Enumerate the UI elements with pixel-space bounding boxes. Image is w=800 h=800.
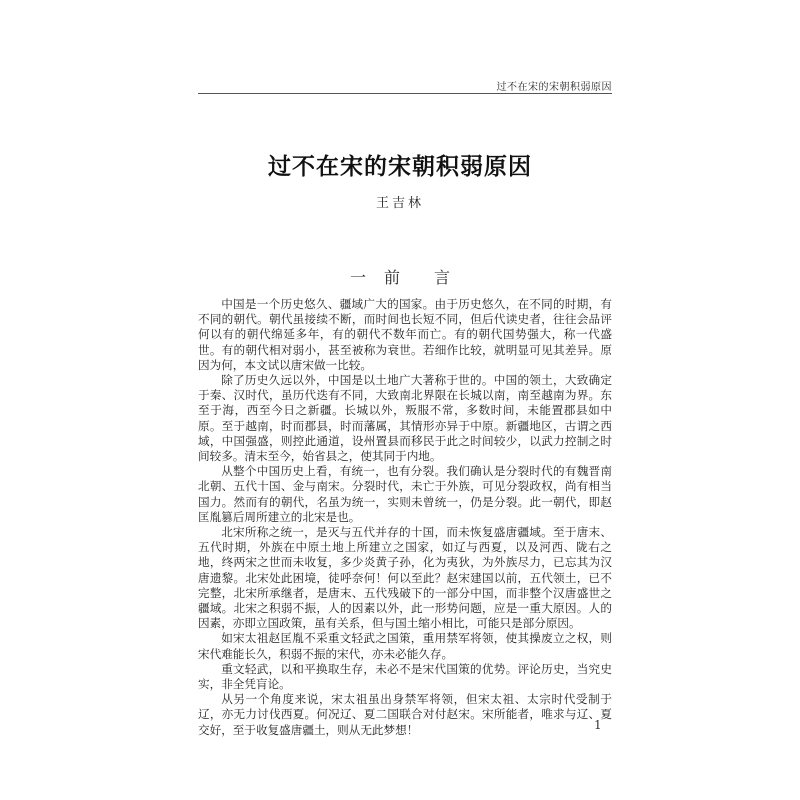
page-number: 1 [594,718,602,732]
section-title-char-2: 言 [434,268,451,287]
paragraph: 从另一个角度来说，宋太祖虽出身禁军将领，但宋太祖、太宗时代受制于辽，亦无力讨伐西夏。何况辽、夏二国联合对付赵宋。宋所能者，唯求与辽、夏交好，至于收复盛唐疆土，则从无此梦想！ [198,692,612,737]
header-rule [198,93,612,94]
paragraph: 如宋太祖赵匡胤不采重文轻武之国策，重用禁军将领，使其操废立之权，则宋代难能长久，积弱不振的宋代，亦未必能久存。 [198,631,612,661]
author-name: 王吉林 [375,196,424,211]
section-number: 一 [349,268,366,287]
article-title: 过不在宋的宋朝积弱原因 [268,153,532,180]
body-text [198,297,612,738]
section-heading [0,265,800,288]
paragraph: 除了历史久远以外，中国是以土地广大著称于世的。中国的领土，大致确定于秦、汉时代，虽历代迭有不同，大致南北界限在长城以南，南至越南为界。东至于海，西至今日之新疆。长城以外，叛服不常，多数时间，未能置郡县如中原。至于越南，时而郡县，时而藩属，其情形亦异于中原。新疆地区，古谓之西域，中国强盛，则控此通道，设州置县而移民于此之时间较少，以武力控制之时间较多。清末至今，始省县之，使其同于内地。 [198,373,612,464]
paragraph: 从整个中国历史上看，有统一，也有分裂。我们确认是分裂时代的有魏晋南北朝、五代十国、金与南宋。分裂时代，未亡于外族，可见分裂政权，尚有相当国力。然而有的朝代，名虽为统一，实则未曾统一，仍是分裂。此一朝代，即赵匡胤篡后周所建立的北宋是也。 [198,464,612,524]
running-header: 过不在宋的宋朝积弱原因 [496,82,612,93]
paragraph: 北宋所称之统一，是灭与五代并存的十国，而未恢复盛唐疆域。至于唐末、五代时期，外族在中原土地上所建立之国家，如辽与西夏，以及河西、陇右之地，终两宋之世而未收复，多少炎黄子孙，化为夷狄，为外族尽力，已忘其为汉唐遗黎。北宋处此困境，徒呼奈何！何以至此？赵宋建国以前，五代领土，已不完整，北宋所承继者，是唐末、五代残破下的一部分中国，而非整个汉唐盛世之疆域。北宋之积弱不振，人的因素以外，此一形势问题，应是一重大原因。人的因素，亦即立国政策，虽有关系，但与国土缩小相比，可能只是部分原因。 [198,525,612,631]
section-title-char-1: 前 [383,268,400,287]
paragraph: 中国是一个历史悠久、疆域广大的国家。由于历史悠久，在不同的时期，有不同的朝代。朝代虽接续不断，而时间也长短不同，但后代读史者，往往会品评何以有的朝代绵延多年，有的朝代不数年而亡。有的朝代国势强大，称一代盛世。有的朝代相对弱小，甚至被称为衰世。若细作比较，就明显可见其差异。原因为何，本文试以唐宋做一比较。 [198,297,612,372]
paragraph: 重文轻武，以和平换取生存，未必不是宋代国策的优势。评论历史，当究史实，非全凭肓论。 [198,661,612,692]
